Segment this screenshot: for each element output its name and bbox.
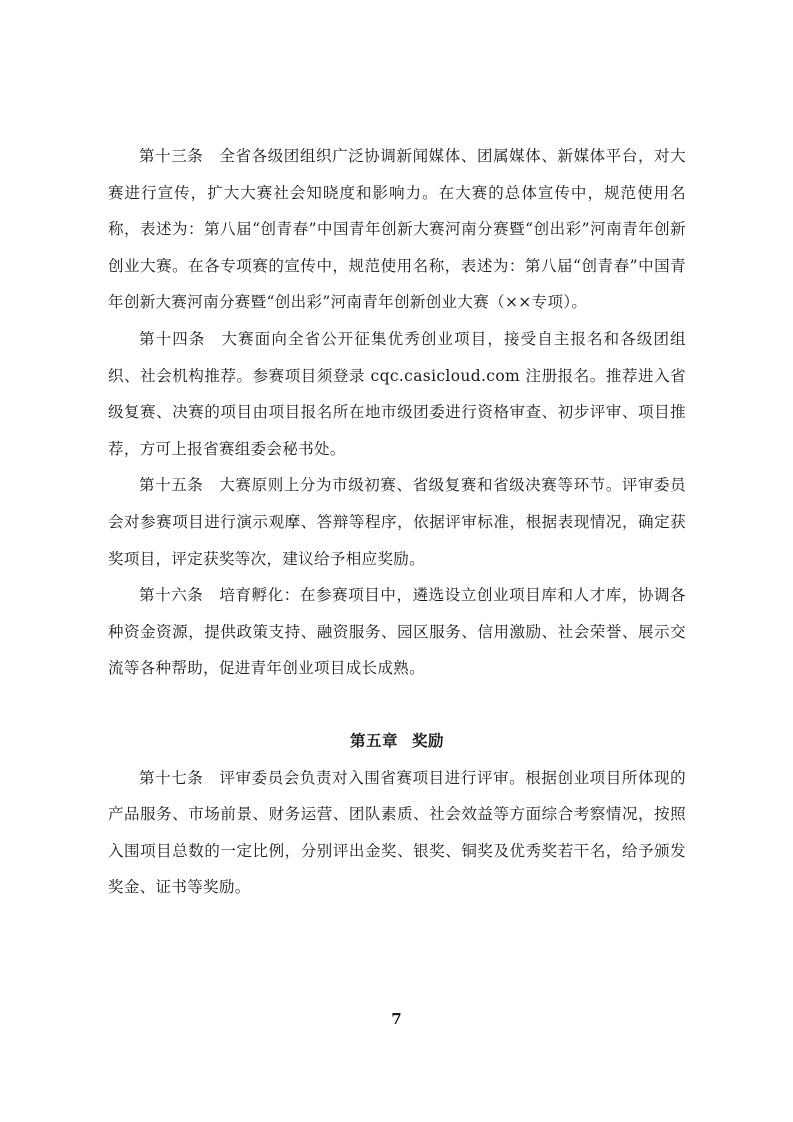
article-text: 评审委员会负责对入围省赛项目进行评审。根据创业项目所体现的产品服务、市场前景、财务运营、团队素质、社会效益等方面综合考察情况，按照入围项目总数的一定比例，分别评出金奖、银奖、铜奖及优秀奖若干名，给予颁发奖金、证书等奖励。 — [108, 768, 687, 897]
document-page — [108, 138, 686, 906]
article-number: 第十四条 — [139, 329, 206, 348]
article-number: 第十五条 — [139, 476, 204, 495]
chapter-title: 奖励 — [412, 731, 445, 750]
article-16 — [108, 577, 686, 687]
article-17 — [108, 760, 686, 906]
article-text: 大赛原则上分为市级初赛、省级复赛和省级决赛等环节。评审委员会对参赛项目进行演示观摩、答辩等程序，依据评审标准，根据表现情况，确定获奖项目，评定获奖等次，建议给予相应奖励。 — [108, 476, 687, 568]
page-number: 7 — [391, 1010, 402, 1028]
article-text: 全省各级团组织广泛协调新闻媒体、团属媒体、新媒体平台，对大赛进行宣传，扩大大赛社会知晓度和影响力。在大赛的总体宣传中，规范使用名称，表述为：第八届“创青春”中国青年创新大赛河南分赛暨“创出彩”河南青年创新创业大赛。在各专项赛的宣传中，规范使用名称，表述为：第八届“创青春”中国青年创新大赛河南分赛暨“创出彩”河南青年创新创业大赛（××专项）。 — [108, 147, 687, 312]
article-14 — [108, 321, 686, 467]
article-text: 大赛面向全省公开征集优秀创业项目，接受自主报名和各级团组织、社会机构推荐。参赛项目须登录 cqc.casicloud.com 注册报名。推荐进入省级复赛、决赛的项目由项目报名所在地市级团委进行资格审查、初步评审、项目推荐，方可上报省赛组委会秘书处。 — [108, 329, 686, 458]
article-number: 第十六条 — [139, 586, 204, 605]
article-text: 培育孵化：在参赛项目中，遴选设立创业项目库和人才库，协调各种资金资源，提供政策支持、融资服务、园区服务、信用激励、社会荣誉、展示交流等各种帮助，促进青年创业项目成长成熟。 — [108, 586, 687, 678]
chapter-number: 第五章 — [349, 731, 398, 750]
chapter-heading — [108, 723, 686, 760]
article-13 — [108, 138, 686, 321]
article-15 — [108, 467, 686, 577]
article-number: 第十三条 — [139, 147, 204, 165]
article-number: 第十七条 — [139, 768, 204, 787]
